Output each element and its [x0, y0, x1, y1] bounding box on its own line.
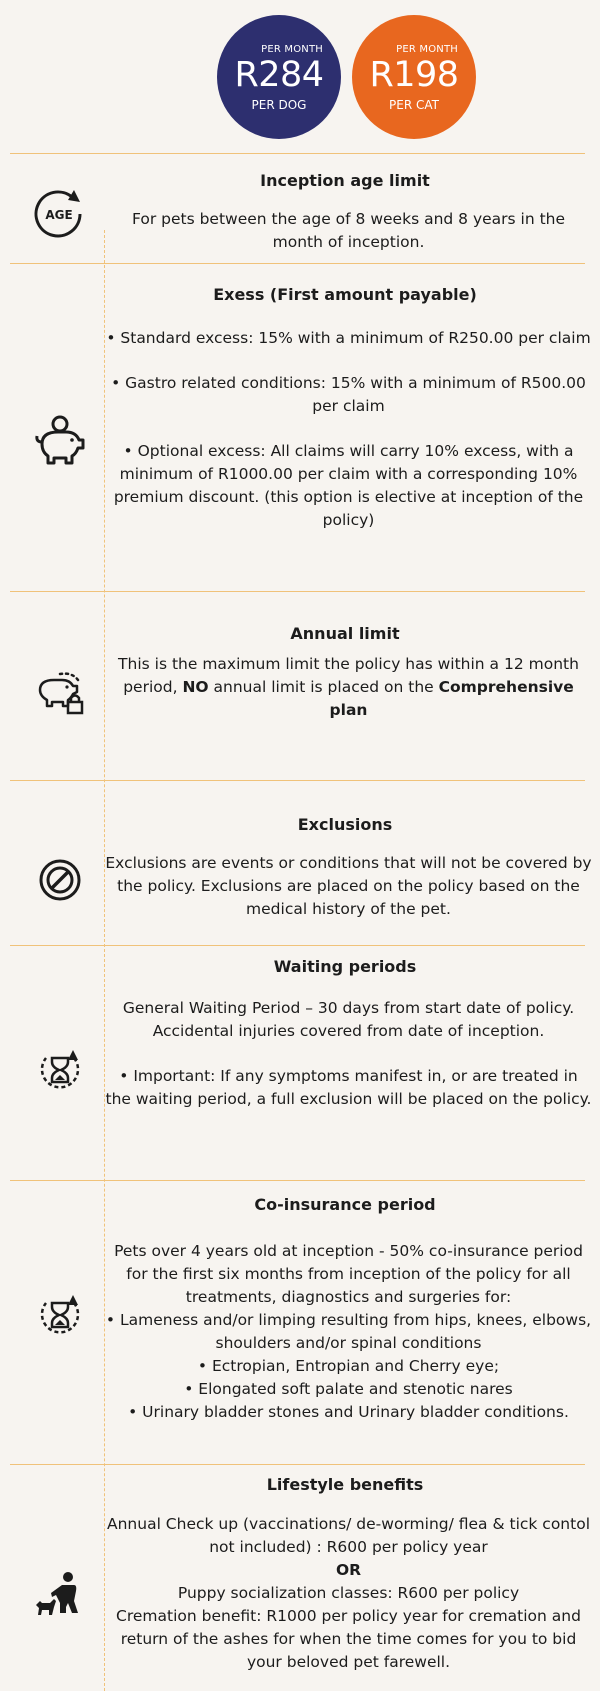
section-body	[105, 997, 592, 1111]
section-title: Lifestyle benefits	[266, 1475, 424, 1494]
co-insurance-line: • Ectropian, Entropian and Cherry eye;	[197, 1357, 500, 1375]
lifestyle-line: Puppy socialization classes: R600 per policy	[177, 1584, 520, 1602]
section-title: Exess (First amount payable)	[213, 285, 477, 304]
waiting-period-item: • Important: If any symptoms manifest in, or are treated in the waiting period, a full exclusion will be placed on the policy.	[105, 1067, 592, 1108]
section-body	[105, 1513, 592, 1674]
excess-item: • Standard excess: 15% with a minimum of R250.00 per claim	[106, 329, 591, 347]
divider	[10, 780, 585, 781]
section-title: Waiting periods	[273, 957, 417, 976]
divider	[10, 263, 585, 264]
section-text: For pets between the age of 8 weeks and 8 years in the month of inception.	[131, 210, 566, 251]
hourglass-icon	[30, 1285, 90, 1345]
cat-per-month: PER MONTH	[396, 44, 458, 55]
co-insurance-line: • Elongated soft palate and stenotic nares	[184, 1380, 513, 1398]
divider	[10, 153, 585, 154]
excess-item: • Optional excess: All claims will carry 10% excess, with a minimum of R1000.00 per claim with a corresponding 10% premium discount. (this option is elective at inception of the policy)	[113, 442, 584, 529]
hourglass-icon	[30, 1040, 90, 1100]
divider	[10, 1180, 585, 1181]
comprehensive-plan-emphasis: Comprehensive plan	[329, 678, 574, 719]
excess-item: • Gastro related conditions: 15% with a minimum of R500.00 per claim	[111, 374, 586, 415]
co-insurance-line: • Lameness and/or limping resulting from hips, knees, elbows, shoulders and/or spinal conditions	[105, 1311, 592, 1352]
cat-price-badge	[352, 15, 476, 139]
price-header	[0, 0, 600, 150]
divider	[10, 591, 585, 592]
section-title: Co-insurance period	[254, 1195, 436, 1214]
dog-price-amount: R284	[234, 55, 324, 95]
piggy-bank-lock-icon	[30, 658, 90, 718]
section-body	[105, 327, 592, 532]
section-text: This is the maximum limit the policy has within a 12 month period, NO annual limit is placed on the Comprehensive plan	[118, 655, 579, 719]
dog-per-label: PER DOG	[251, 98, 307, 112]
dog-per-month: PER MONTH	[261, 44, 323, 55]
waiting-period-item: General Waiting Period – 30 days from start date of policy. Accidental injuries covered from date of inception.	[122, 999, 575, 1040]
lifestyle-line: Cremation benefit: R1000 per policy year for cremation and return of the ashes for when the time comes for you to bid your beloved pet farewell.	[116, 1607, 581, 1671]
dog-price-badge	[217, 15, 341, 139]
divider	[10, 1464, 585, 1465]
section-text: Exclusions are events or conditions that will not be covered by the policy. Exclusions are placed on the policy based on the medical history of the pet.	[105, 854, 592, 918]
or-separator: OR	[335, 1561, 362, 1579]
co-insurance-line: Pets over 4 years old at inception - 50% co-insurance period for the first six months from inception of the policy for all treatments, diagnostics and surgeries for:	[114, 1242, 583, 1306]
lifestyle-line: Annual Check up (vaccinations/ de-worming/ flea & tick contol not included) : R600 per policy year	[107, 1515, 590, 1556]
section-body	[105, 1240, 592, 1424]
no-emphasis: NO	[182, 678, 209, 696]
divider	[10, 945, 585, 946]
section-title: Annual limit	[290, 624, 400, 643]
cat-price-amount: R198	[369, 55, 459, 95]
age-icon	[30, 184, 90, 244]
co-insurance-line: • Urinary bladder stones and Urinary bladder conditions.	[128, 1403, 569, 1421]
svg-text:AGE: AGE	[45, 208, 73, 222]
prohibited-icon	[30, 850, 90, 910]
person-with-dog-icon	[30, 1565, 90, 1625]
section-title: Inception age limit	[260, 171, 430, 190]
piggy-bank-icon	[30, 410, 90, 470]
section-title: Exclusions	[297, 815, 393, 834]
cat-per-label: PER CAT	[389, 98, 439, 112]
